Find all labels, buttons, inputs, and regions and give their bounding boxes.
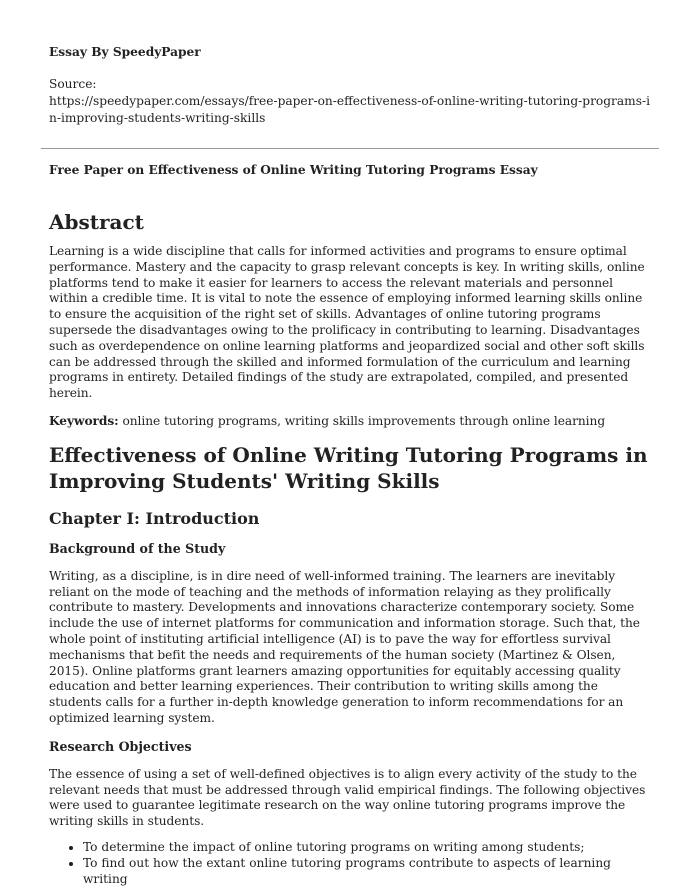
objectives-text: The essence of using a set of well-defined objectives is to align every activity of the study to the relevant needs that must be addressed through valid empirical findings. The following objectives were used to guarantee legitimate research on the way online tutoring programs improve the writing skills in students. <box>49 766 646 829</box>
list-item: • To determine the impact of online tutoring programs on writing among students; <box>83 840 651 856</box>
keywords-line <box>49 414 651 430</box>
brand-line: Essay By SpeedyPaper <box>49 45 201 59</box>
header-divider <box>41 148 659 149</box>
objectives-heading: Research Objectives <box>49 738 192 754</box>
list-item: • To find out how the extant online tutoring programs contribute to aspects of learning writing <box>83 856 651 887</box>
source-label: Source: <box>49 77 97 91</box>
document-header <box>49 0 651 127</box>
source-url[interactable]: https://speedypaper.com/essays/free-paper-on-effectiveness-of-online-writing-tutoring-programs-in-improving-students-writing-skills <box>49 94 650 125</box>
keywords-label: Keywords: <box>49 413 119 428</box>
objectives-list <box>49 840 651 887</box>
background-text: Writing, as a discipline, is in dire need of well-informed training. The learners are inevitably reliant on the mode of teaching and the methods of information relaying as they prolifically contribute to mastery. Developments and innovations characterize contemporary society. Some include the use of internet platforms for communication and information storage. Such that, the whole point of instituting artificial intelligence (AI) is to pave the way for effortless survival mechanisms that befit the needs and requirements of the human society (Martinez & Olsen, 2015). Online platforms grant learners amazing opportunities for equitably accessing quality education and better learning experiences. Their contribution to writing skills among the students calls for a further in-depth knowledge generation to inform recommendations for an optimized learning system. <box>49 568 640 725</box>
keywords-text: online tutoring programs, writing skills improvements through online learning <box>118 413 606 428</box>
document-title: Free Paper on Effectiveness of Online Writing Tutoring Programs Essay <box>49 163 538 177</box>
background-heading: Background of the Study <box>49 540 226 556</box>
essay-title: Effectiveness of Online Writing Tutoring Programs in Improving Students' Writing Skills <box>49 442 648 493</box>
abstract-heading: Abstract <box>49 210 144 234</box>
abstract-text: Learning is a wide discipline that calls for informed activities and programs to ensure optimal performance. Mastery and the capacity to grasp relevant concepts is key. In writing skills, online platforms tend to make it easier for learners to access the relevant materials and personnel within a credible time. It is vital to note the essence of employing informed learning skills online to ensure the acquisition of the right set of skills. Advantages of online tutoring programs supersede the disadvantages owing to the prolificacy in contributing to learning. Disadvantages such as overdependence on online learning platforms and jeopardized social and other soft skills can be addressed through the skilled and informed formulation of the curriculum and learning programs in entirety. Detailed findings of the study are extrapolated, compiled, and presented herein. <box>49 244 645 401</box>
chapter-heading: Chapter I: Introduction <box>49 508 260 528</box>
